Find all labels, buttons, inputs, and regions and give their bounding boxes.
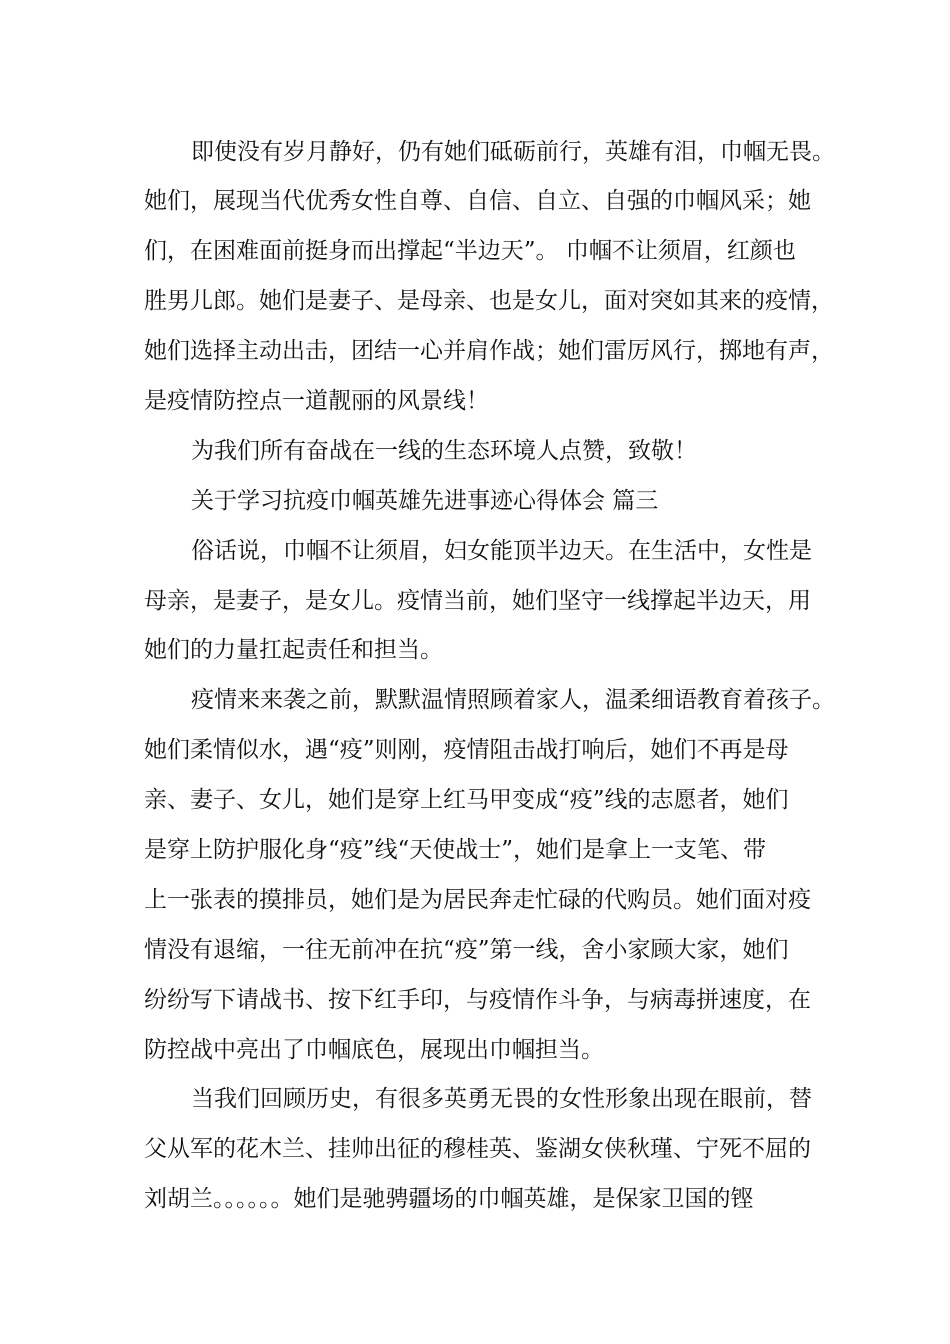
text-line-5: 她们选择主动出击，团结一心并肩作战；她们雷厉风行，掷地有声，	[144, 338, 834, 364]
text-line-6: 是疫情防控点一道靓丽的风景线！	[144, 388, 489, 414]
text-line-15: 是穿上防护服化身“疫”线“天使战士”，她们是拿上一支笔、带	[144, 837, 767, 863]
text-line-7: 为我们所有奋战在一线的生态环境人点赞，致敬！	[191, 438, 697, 464]
text-line-19: 防控战中亮出了巾帼底色，展现出巾帼担当。	[144, 1037, 604, 1063]
text-line-10: 母亲，是妻子，是女儿。疫情当前，她们坚守一线撑起半边天，用	[144, 588, 811, 614]
text-line-4: 胜男儿郎。她们是妻子、是母亲、也是女儿，面对突如其来的疫情，	[144, 288, 834, 314]
text-line-22: 刘胡兰。。。。。。她们是驰骋疆场的巾帼英雄，是保家卫国的铿	[144, 1186, 754, 1212]
text-line-9: 俗话说，巾帼不让须眉，妇女能顶半边天。在生活中，女性是	[191, 538, 812, 564]
text-line-1: 即使没有岁月静好，仍有她们砥砺前行，英雄有泪，巾帼无畏。	[191, 139, 835, 165]
text-line-11: 她们的力量扛起责任和担当。	[144, 637, 443, 663]
text-line-21: 父从军的花木兰、挂帅出征的穆桂英、鉴湖女侠秋瑾、宁死不屈的	[144, 1136, 811, 1162]
section-heading: 关于学习抗疫巾帼英雄先进事迹心得体会 篇三	[191, 488, 659, 514]
text-line-13: 她们柔情似水，遇“疫”则刚，疫情阻击战打响后，她们不再是母	[144, 737, 789, 763]
text-line-3: 们，在困难面前挺身而出撑起“半边天”。 巾帼不让须眉，红颜也	[144, 238, 796, 264]
text-line-12: 疫情来来袭之前，默默温情照顾着家人，温柔细语教育着孩子。	[191, 687, 835, 713]
text-line-14: 亲、妻子、女儿，她们是穿上红马甲变成“疫”线的志愿者，她们	[144, 787, 789, 813]
text-line-16: 上一张表的摸排员，她们是为居民奔走忙碌的代购员。她们面对疫	[144, 887, 811, 913]
text-line-18: 纷纷写下请战书、按下红手印，与疫情作斗争，与病毒拼速度，在	[144, 987, 811, 1013]
text-line-20: 当我们回顾历史，有很多英勇无畏的女性形象出现在眼前，替	[191, 1086, 812, 1112]
text-line-2: 她们，展现当代优秀女性自尊、自信、自立、自强的巾帼风采；她	[144, 188, 811, 214]
text-line-17: 情没有退缩，一往无前冲在抗“疫”第一线，舍小家顾大家，她们	[144, 937, 789, 963]
